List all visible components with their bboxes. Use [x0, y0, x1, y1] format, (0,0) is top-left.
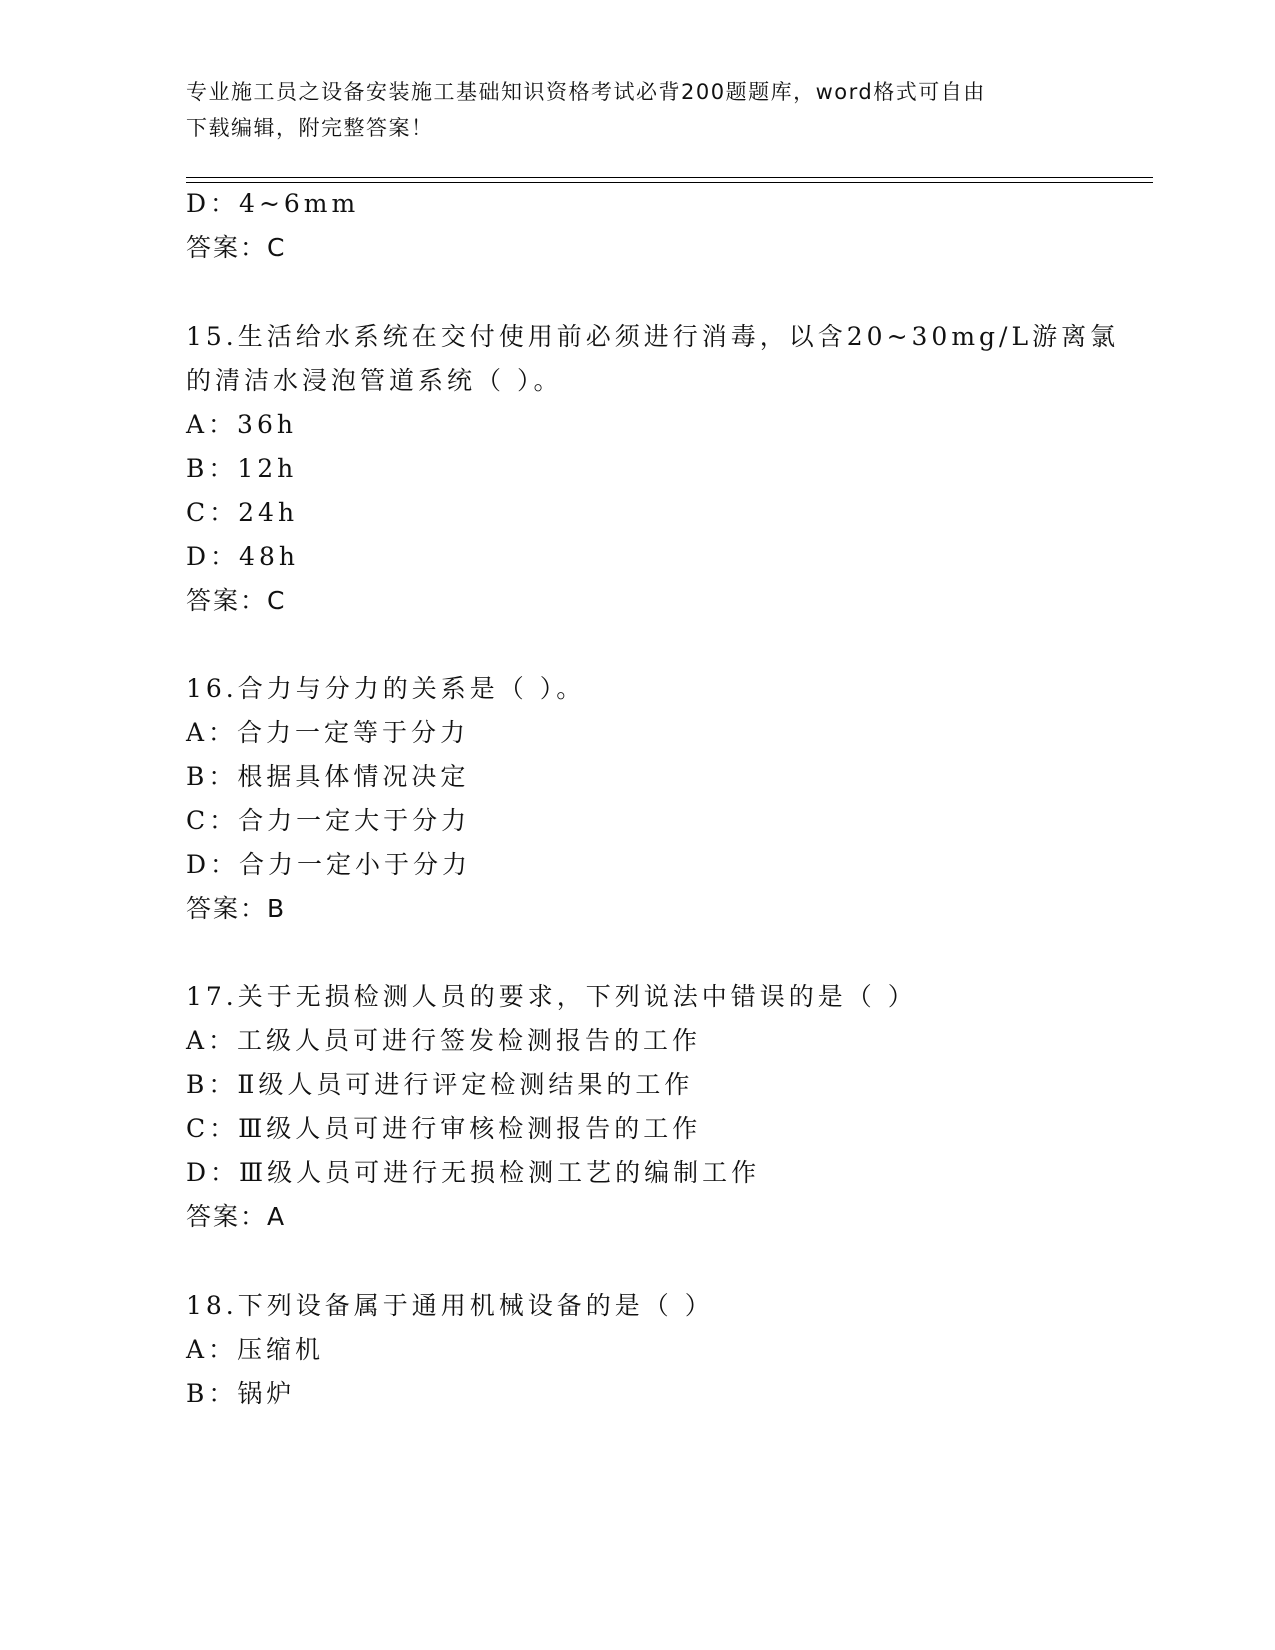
q16-option-c: C：合力一定大于分力	[186, 806, 471, 835]
q15-stem-line-2: 的清洁水浸泡管道系统（ ）。	[186, 366, 563, 395]
q17-option-b: B：Ⅱ级人员可进行评定检测结果的工作	[186, 1070, 694, 1099]
q15-option-d: D：48h	[186, 542, 299, 571]
q15-option-b: B：12h	[186, 454, 298, 483]
q16-option-a: A：合力一定等于分力	[186, 718, 470, 747]
header-divider-bottom	[186, 182, 1153, 183]
q15-stem-line-1: 15.生活给水系统在交付使用前必须进行消毒，以含20~30mg/L游离氯	[186, 322, 1120, 351]
q17-stem: 17.关于无损检测人员的要求，下列说法中错误的是（ ）	[186, 982, 917, 1011]
q17-option-c: C：Ⅲ级人员可进行审核检测报告的工作	[186, 1114, 702, 1143]
q16-answer: 答案：B	[186, 894, 287, 923]
q18-option-a: A：压缩机	[186, 1335, 325, 1364]
document-header	[186, 74, 1066, 146]
q17-option-d: D：Ⅲ级人员可进行无损检测工艺的编制工作	[186, 1158, 761, 1187]
header-divider-top	[186, 177, 1153, 178]
header-line-2: 下载编辑，附完整答案！	[186, 116, 434, 140]
q18-stem: 18.下列设备属于通用机械设备的是（ ）	[186, 1291, 714, 1320]
header-line-1: 专业施工员之设备安装施工基础知识资格考试必背200题题库，word格式可自由	[186, 80, 986, 104]
q16-option-b: B：根据具体情况决定	[186, 762, 470, 791]
q18-option-b: B：锅炉	[186, 1379, 296, 1408]
q15-option-c: C：24h	[186, 498, 299, 527]
q15-option-a: A：36h	[186, 410, 297, 439]
q15-answer: 答案：C	[186, 586, 287, 615]
prev-answer: 答案：C	[186, 233, 287, 262]
q16-option-d: D：合力一定小于分力	[186, 850, 472, 879]
prev-option-d: D：4~6mm	[186, 189, 360, 218]
q17-answer: 答案：A	[186, 1202, 287, 1231]
q17-option-a: A：工级人员可进行签发检测报告的工作	[186, 1026, 702, 1055]
q16-stem: 16.合力与分力的关系是（ ）。	[186, 674, 586, 703]
